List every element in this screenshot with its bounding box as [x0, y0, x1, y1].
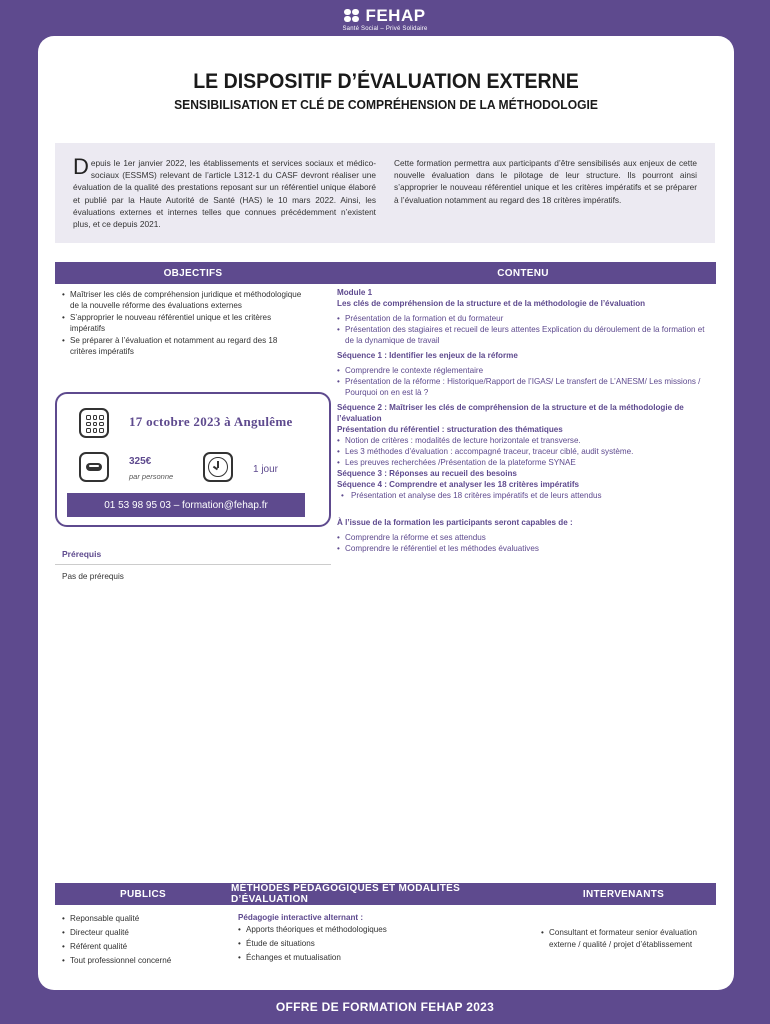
header — [0, 6, 770, 32]
list-item: • Comprendre le contexte réglementaire — [337, 365, 713, 376]
list-item: • Notion de critères : modalités de lecture horizontale et transverse. — [337, 435, 713, 446]
sequence-2-title: Séquence 2 : Maîtriser les clés de compréhension de la structure et de la méthodologie de l’évaluation — [337, 403, 684, 423]
session-info-box — [55, 392, 331, 527]
prereq-value: Pas de prérequis — [62, 572, 124, 581]
list-item: • Échanges et mutualisation — [238, 951, 508, 965]
list-item: • Se préparer à l’évaluation et notamment au regard des 18 critères impératifs — [62, 335, 302, 357]
outcome-heading: À l’issue de la formation les participants seront capables de : — [337, 518, 573, 527]
list-item: • Présentation et analyse des 18 critères impératifs et de leurs attendus — [337, 490, 713, 501]
calendar-icon — [79, 408, 109, 438]
brand-tagline: Santé Social – Privé Solidaire — [342, 26, 428, 32]
session-date: 17 octobre 2023 à Angulême — [129, 414, 293, 429]
list-item: • Tout professionnel concerné — [62, 954, 227, 968]
intro-text-1: epuis le 1er janvier 2022, les établissements et services sociaux et médico-sociaux (ESSMS) relevant de l’article L312-1 du CASF devront réaliser une évaluation de la qualité des prestations reposant sur un référentiel unique élaboré et publié par la Haute Autorité de Santé (HAS) le 10 mars 2022. Ainsi, les évaluations externes et internes telles que connues précédemment n’existent plus, et ce depuis 2021. — [73, 158, 376, 230]
methodes-list — [238, 923, 508, 965]
session-price: 325€ — [129, 456, 152, 467]
fehap-logo-icon — [344, 9, 360, 23]
list-item: • Référent qualité — [62, 940, 227, 954]
module-list — [337, 313, 713, 346]
main-card — [38, 36, 734, 990]
list-item: • Présentation des stagiaires et recueil de leurs attentes Explication du déroulement de la formation et de la dynamique de travail — [337, 324, 713, 346]
contact-bar[interactable]: 01 53 98 95 03 – formation@fehap.fr — [67, 493, 305, 517]
methodes-section — [238, 912, 508, 965]
sequence-4-list — [337, 490, 713, 501]
list-item: • Consultant et formateur senior évaluation externe / qualité / projet d’établissement — [541, 927, 711, 951]
publics-section — [62, 912, 227, 968]
objectifs-heading: OBJECTIFS — [55, 262, 331, 284]
intro-col-2: Cette formation permettra aux participants d’être sensibilisés aux enjeux de cette nouvelle évaluation dans le pilotage de leur structure. Ils pourront ainsi s’approprier le nouveau référentiel unique et les critères impératifs et se préparer à l’évaluation notamment au regard des 18 critères impératifs. — [394, 158, 697, 205]
dropcap: D — [73, 154, 89, 179]
footer: OFFRE DE FORMATION FEHAP 2023 — [275, 1000, 495, 1014]
page-title: LE DISPOSITIF D’ÉVALUATION EXTERNE — [193, 70, 579, 93]
list-item: • Comprendre le référentiel et les méthodes évaluatives — [337, 543, 713, 554]
fehap-logo — [0, 6, 770, 26]
list-item: • Présentation de la formation et du formateur — [337, 313, 713, 324]
publics-heading: PUBLICS — [120, 888, 166, 900]
page-subtitle: SENSIBILISATION ET CLÉ DE COMPRÉHENSION DE LA MÉTHODOLOGIE — [174, 97, 598, 112]
module-title: Module 1 — [337, 288, 373, 297]
outcome-list — [337, 532, 713, 554]
intervenants-section — [541, 927, 711, 951]
sequence-4-title: Séquence 4 : Comprendre et analyser les 18 critères impératifs — [337, 480, 580, 489]
money-icon — [79, 452, 109, 482]
list-item: • Étude de situations — [238, 937, 508, 951]
intervenants-heading: INTERVENANTS — [582, 888, 665, 900]
price-unit: par personne — [129, 472, 174, 481]
list-item: • Directeur qualité — [62, 926, 227, 940]
list-item: • Apports théoriques et méthodologiques — [238, 923, 508, 937]
sequence-1-list — [337, 365, 713, 398]
divider — [55, 564, 331, 565]
module-subtitle: Les clés de compréhension de la structure et de la méthodologie de l’évaluation — [337, 299, 646, 308]
list-item: • Reponsable qualité — [62, 912, 227, 926]
session-duration: 1 jour — [253, 464, 279, 475]
list-item: • Les 3 méthodes d’évaluation : accompagné traceur, traceur ciblé, audit système. — [337, 446, 713, 457]
clock-icon — [203, 452, 233, 482]
publics-list — [62, 912, 227, 968]
intro-col-1 — [73, 154, 376, 230]
contenu-body — [337, 287, 713, 554]
list-item: • Les preuves recherchées /Présentation de la plateforme SYNAE — [337, 457, 713, 468]
list-item: • Présentation de la réforme : Historique/Rapport de l’IGAS/ Le transfert de L’ANESM/ Les missions / Pourquoi on en est là ? — [337, 376, 713, 398]
sequence-3-title: Séquence 3 : Réponses au recueil des besoins — [337, 469, 517, 478]
prereq-label: Prérequis — [62, 549, 102, 559]
brand-name: FEHAP — [365, 6, 426, 25]
intervenants-list — [541, 927, 711, 951]
intro-box — [55, 143, 715, 243]
methodes-heading: MÉTHODES PÉDAGOGIQUES ET MODALITÉS D’ÉVALUATION — [231, 883, 461, 905]
methodes-subheading: Pédagogie interactive alternant : — [238, 913, 364, 922]
referentiel-heading: Présentation du référentiel : structuration des thématiques — [337, 425, 563, 434]
list-item: • Comprendre la réforme et ses attendus — [337, 532, 713, 543]
list-item: • Maîtriser les clés de compréhension juridique et méthodologique de la nouvelle réforme des évaluations externes — [62, 289, 302, 311]
sequence-1-title: Séquence 1 : Identifier les enjeux de la réforme — [337, 351, 518, 360]
referentiel-list — [337, 435, 713, 468]
objectifs-list — [62, 289, 302, 358]
list-item: • S’approprier le nouveau référentiel unique et les critères impératifs — [62, 312, 302, 334]
contenu-heading: CONTENU — [330, 262, 716, 284]
